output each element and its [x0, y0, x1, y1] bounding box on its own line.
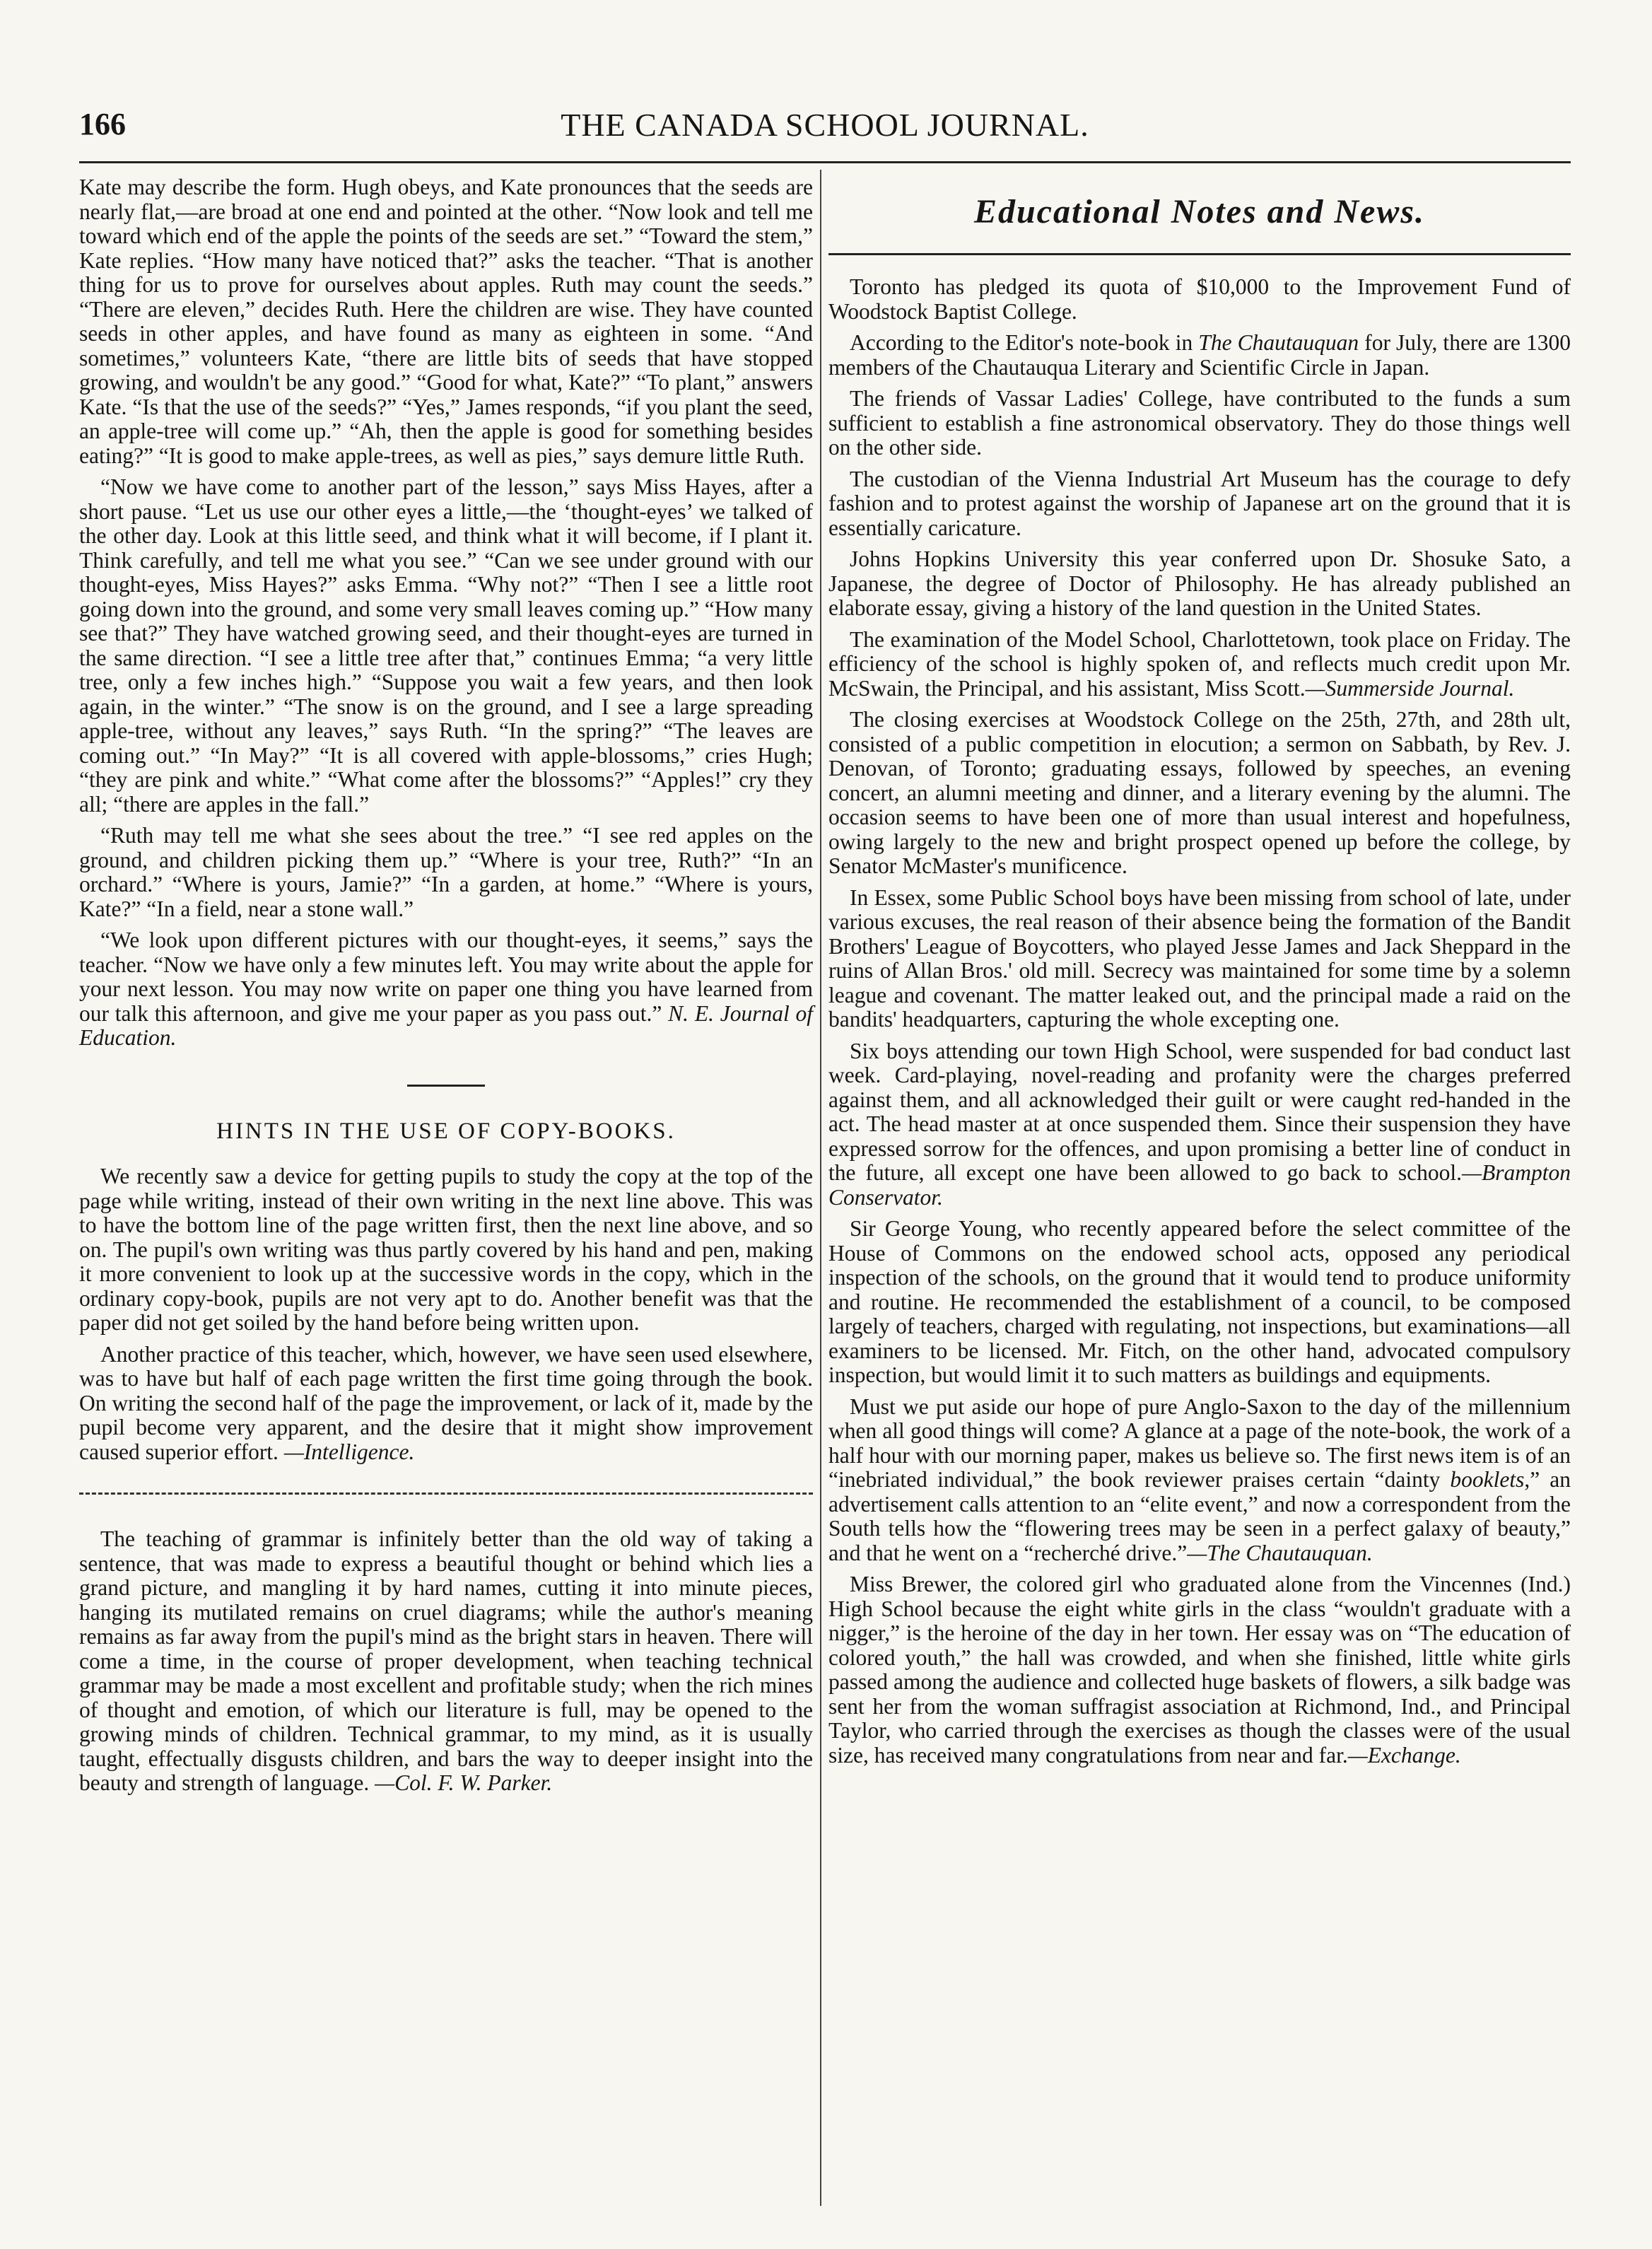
emphasis: booklets	[1450, 1467, 1525, 1492]
news-item: The friends of Vassar Ladies' College, have contributed to the funds a sum sufficient to establish a fine astronomical observatory. They do those things well on the other side.	[828, 386, 1571, 460]
article-paragraph	[79, 928, 813, 1051]
news-item	[828, 1572, 1571, 1768]
news-item	[828, 331, 1571, 380]
news-item	[828, 1039, 1571, 1210]
article-paragraph	[79, 1343, 813, 1465]
attribution: —Summerside Journal.	[1305, 675, 1515, 701]
article-paragraph: “Ruth may tell me what she sees about the tree.” “I see red apples on the ground, and children picking them up.” “Where is your tree, Ruth?” “In an orchard.” “Where is yours, Jamie?” “In a garden, at home.” “Where is yours, Kate?” “In a field, near a stone wall.”	[79, 823, 813, 921]
publication-name: The Chautauquan	[1198, 330, 1359, 355]
attribution: —The Chautauquan.	[1187, 1540, 1373, 1565]
paragraph-text: “We look upon different pictures with our thought-eyes, it seems,” says the teacher. “Now we have only a few minutes left. You may write about the apple for your next lesson. You may now write on paper one thing you have learned from our talk this afternoon, and give me your paper as you pass out.”	[79, 928, 813, 1026]
article-paragraph	[79, 1527, 813, 1796]
news-item: In Essex, some Public School boys have been missing from school of late, under various excuses, the real reason of their absence being the formation of the Bandit Brothers' League of Boycotters, who played Jesse James and Jack Sheppard in the ruins of Allan Bros.' old mill. Secrecy was maintained for some time by a solemn league and covenant. The matter leaked out, and the principal made a raid on the bandits' headquarters, capturing the whole excepting one.	[828, 884, 1571, 1032]
column-divider	[820, 170, 821, 2206]
article-paragraph: We recently saw a device for getting pupils to study the copy at the top of the page while writing, instead of their own writing in the next line above. This was to have the bottom line of the page written first, then the next line above, and so on. The pupil's own writing was thus partly covered by his hand and pen, making it more convenient to look up at the successive words in the copy, which in the ordinary copy-book, pupils are not very apt to do. Another benefit was that the paper did not get soiled by the hand before being written upon.	[79, 1164, 813, 1335]
paragraph-text: The teaching of grammar is infinitely better than the old way of taking a sentence, that was made to express a beautiful thought or behind which lies a grand picture, and mangling it by hard names, cutting it into minute pieces, hanging its mutilated remains on cruel diagrams; while the author's meaning remains as far away from the pupil's mind as the bright stars in heaven. There will come a time, in the course of proper development, when teaching technical grammar may be made a most excellent and profitable study; when the rich mines of thought and emotion, of which our literature is full, may be opened to the growing minds of children. Technical grammar, to my mind, as it is usually taught, effectually disgusts children, and bars the way to deeper insight into the beauty and strength of language.	[79, 1526, 813, 1795]
news-text: Miss Brewer, the colored girl who graduated alone from the Vincennes (Ind.) High School because the eight white girls in the class “wouldn't graduate with a nigger,” is the heroine of the day in her town. Her essay was on “The education of colored youth,” the hall was crowded, and when she finished, little white girls passed among the audience and collected huge baskets of flowers, a silk badge was sent her from the woman suffragist association at Richmond, Ind., and Principal Taylor, who carried through the exercises as though the classes were of the usual size, has received many congratulations from near and far.	[828, 1572, 1571, 1768]
news-item: Toronto has pledged its quota of $10,000 to the Improvement Fund of Woodstock Baptist College.	[828, 274, 1571, 324]
article-paragraph: Kate may describe the form. Hugh obeys, and Kate pronounces that the seeds are nearly flat,—are broad at one end and pointed at the other. “Now look and tell me toward which end of the apple the points of the seeds are set.” “Toward the stem,” Kate replies. “How many have noticed that?” asks the teacher. “That is another thing for us to prove for ourselves about apples. Ruth may count the seeds.” “There are eleven,” decides Ruth. Here the children are wise. They have counted seeds in other apples, and have found as many as eighteen in some. “And sometimes,” volunteers Kate, “there are little bits of seeds that have stopped growing, and wouldn't be any good.” “Good for what, Kate?” “To plant,” answers Kate. “Is that the use of the seeds?” “Yes,” James responds, “if you plant the seed, an apple-tree will come up.” “Ah, then the apple is good for something besides eating?” “It is good to make apple-trees, as well as pies,” says demure little Ruth.	[79, 175, 813, 468]
separator-rule	[79, 1492, 813, 1495]
header-rule	[79, 161, 1571, 163]
attribution: —Col. F. W. Parker.	[375, 1770, 553, 1795]
attribution: —Intelligence.	[283, 1439, 415, 1464]
paragraph-text: Another practice of this teacher, which, however, we have seen used elsewhere, was to have but half of each page written the first time going through the book. On writing the second half of the page the improvement, or lack of it, made by the pupil become very apparent, and the desire that it might show improvement caused superior effort.	[79, 1341, 813, 1464]
news-item	[828, 1395, 1571, 1566]
right-column	[828, 175, 1571, 1775]
article-title: HINTS IN THE USE OF COPY-BOOKS.	[216, 1118, 676, 1144]
news-text: The examination of the Model School, Charlottetown, took place on Friday. The efficiency of the school is highly spoken of, and reflects much credit upon Mr. McSwain, the Principal, and his assistant, Miss Scott.	[828, 626, 1571, 701]
news-item: Johns Hopkins University this year conferred upon Dr. Shosuke Sato, a Japanese, the degree of Doctor of Philosophy. He has already published an elaborate essay, giving a history of the land question in the United States.	[828, 547, 1571, 620]
section-title: Educational Notes and News.	[973, 193, 1426, 230]
attribution: —Brampton Conservator.	[828, 1160, 1571, 1210]
article-paragraph: “Now we have come to another part of the lesson,” says Miss Hayes, after a short pause. “Let us use our other eyes a little,—the ‘thought-eyes’ we talked of the other day. Look at this little seed, and think what it will become, if I plant it. Think carefully, and tell me what you see.” “Can we see under ground with our thought-eyes, Miss Hayes?” asks Emma. “Why not?” “Then I see a little root going down into the ground, and some very small leaves coming up.” “How many see that?” They have watched growing seed, and their thought-eyes are turned in the same direction. “I see a little tree after that,” continues Emma; “a very little tree, only a few inches high.” “Suppose you wait a few years, and then look again, in the winter.” “The snow is on the ground, and I see a large spreading apple-tree, without any leaves,” says Ruth. “In the spring?” “The leaves are coming out.” “In May?” “It is all covered with apple-blossoms,” cries Hugh; “they are pink and white.” “What come after the blossoms?” “Apples!” cry they all; “there are apples in the fall.”	[79, 474, 813, 817]
page-number: 166	[79, 107, 126, 141]
attribution: N. E. Journal of Education.	[79, 1000, 814, 1050]
news-text: for July, there are 1300 members of the Chautauqua Literary and Scientific Circle in Japan.	[828, 330, 1571, 380]
news-item: The custodian of the Vienna Industrial Art Museum has the courage to defy fashion and to protest against the worship of Japanese art on the ground that it is essentially caricature.	[828, 466, 1571, 540]
left-column	[79, 175, 813, 1803]
news-text: Six boys attending our town High School, were suspended for bad conduct last week. Card-playing, novel-reading and profanity were the charges preferred against them, and all acknowledged their guilt or were caught red-handed in the act. The head master at at once suspended them. Since their suspension they have expressed sorrow for the offences, and upon promising a better line of conduct in the future, all except one have been allowed to go back to school.	[828, 1038, 1571, 1185]
separator-rule	[407, 1085, 485, 1087]
news-text: According to the Editor's note-book in	[850, 330, 1199, 355]
section-rule	[828, 253, 1571, 255]
news-text: Must we put aside our hope of pure Anglo-Saxon to the day of the millennium when all good things will come? A glance at a page of the note-book, the work of a half hour with our morning paper, makes us believe so. The first news item is of an “inebriated individual,” the book reviewer praises certain “dainty	[828, 1394, 1571, 1492]
news-text: ,” an advertisement calls attention to an “elite event,” and now a correspondent from the South tells how the “flowering trees may be seen in a perfect galaxy of beauty,” and that he went on a “recherché drive.”	[828, 1467, 1571, 1565]
news-item: The closing exercises at Woodstock College on the 25th, 27th, and 28th ult, consisted of a public competition in elocution; a sermon on Sabbath, by Rev. J. Denovan, of Toronto; graduating essays, followed by speeches, an evening concert, an alumni meeting and dinner, and a literary evening by the alumni. The occasion seems to have been one of more than usual interest and hopefulness, owing largely to the new and bright prospect opened up before the college, by Senator McMaster's munificence.	[828, 707, 1571, 878]
running-title: THE CANADA SCHOOL JOURNAL.	[561, 107, 1089, 143]
attribution: —Exchange.	[1347, 1742, 1461, 1768]
news-item: Sir George Young, who recently appeared before the select committee of the House of Commons on the endowed school acts, opposed any periodical inspection of the schools, on the ground that it would tend to produce uniformity and routine. He recommended the establishment of a council, to be composed largely of teachers, charged with regulating, not inspections, but examinations—all examiners to be licensed. Mr. Fitch, on the other hand, advocated compulsory inspection, but would limit it to such matters as buildings and equipments.	[828, 1216, 1571, 1387]
news-item	[828, 628, 1571, 701]
page-header	[79, 106, 1571, 148]
